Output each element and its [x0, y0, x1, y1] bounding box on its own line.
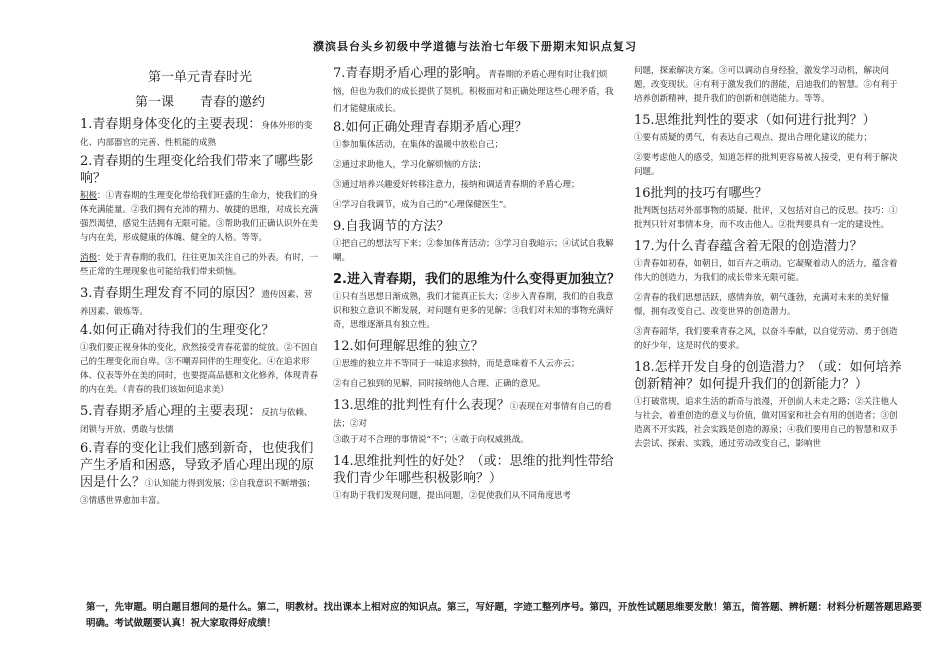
unit-title: 第一单元青春时光 [147, 70, 252, 85]
question-14: 14.思维批判性的好处？（或：思维的批判性带给我们青少年哪些积极影响？） [333, 454, 614, 486]
answer-10: ①只有当思想日渐成熟，我们才能真正长大；②步入青春期，我们的自我意识和独立意识不断发展，对问题有更多的见解；③我们对未知的事物充满好奇，思维逐渐具有独立性。 [333, 292, 614, 330]
column-right [634, 62, 904, 457]
question-16: 16批判的技巧有哪些？ [634, 186, 768, 201]
answer-13: ③敢于对不合理的事情说“不”；④敢于向权威挑战。 [333, 435, 529, 445]
question-17: 17.为什么青春蕴含着无限的创造潜力？ [634, 239, 863, 254]
column-left [80, 62, 320, 510]
question-2: 2.青春期的生理变化给我们带来了哪些影响？ [80, 154, 314, 186]
question-15: 15.思维批判性的要求（如何进行批判？） [634, 113, 876, 128]
answer-2-negative: 消极：处于青春期的我们，往往更加关注自己的外表。有时，一些正常的生理现象也可能给我们带来烦恼。 [80, 253, 319, 277]
answer-16: 批判既包括对外部事物的质疑、批评，又包括对自己的反思。技巧：①批判只针对事情本身，而不攻击他人。②批判要具有一定的建设性。 [634, 206, 898, 230]
question-12: 12.如何理解思维的独立？ [333, 339, 484, 354]
question-3: 3.青春期生理发育不同的原因？遗传因素、营养因素、锻炼等。 [80, 286, 313, 317]
answer-8-2: ②通过求助他人，学习化解烦恼的方法； [333, 160, 487, 170]
question-13: 13.思维的批判性有什么表现？①表现在对事情有自己的看法；②对 [333, 398, 612, 429]
answer-9: ①把自己的想法写下来；②参加体育活动；③学习自我暗示；④试试自我解嘲。 [333, 239, 614, 263]
answer-8-1: ①参加集体活动，在集体的温暖中放松自己； [333, 140, 504, 150]
answer-15-2: ②要考虑他人的感受，知道怎样的批判更容易被人接受，更有利于解决问题。 [634, 153, 898, 177]
question-8: 8.如何正确处理青春期矛盾心理？ [333, 120, 528, 135]
question-4: 4.如何正确对待我们的生理变化？ [80, 323, 275, 338]
exam-tips-footer: 第一，先审题。明白题目想问的是什么。第二，明教材。找出课本上相对应的知识点。第三，写好题，字迹工整列序号。第四，开放性试题思维要发散！第五，简答题、辨析题：材料分析题答题思路要明确。考试做题要认真！祝大家取得好成绩！ [86, 602, 923, 629]
answer-18: ①打破常规，追求生活的新奇与浪漫，开创前人未走之路；②关注他人与社会，着重创造的意义与价值，做对国家和社会有用的创造者；③创造离不开实践，社会实践是创造的源泉；④我们要用自己的智慧和双手去尝试、探索、实践，通过劳动改变自己，影响世 [634, 397, 898, 449]
answer-14: ①有助于我们发现问题，提出问题，②促使我们从不同角度思考 [333, 491, 572, 501]
answer-17-3: ③青春韶华，我们要乘青春之风，以奋斗奉献，以自觉劳动、勇于创造的好少年，这是时代的要求。 [634, 327, 898, 351]
question-6: 6.青春的变化让我们感到新奇，也使我们产生矛盾和困惑，导致矛盾心理出现的原因是什么？①认知能力得到发展；②自我意识不断增强；③情感世界愈加丰富。 [80, 441, 316, 506]
answer-12-2: ②有自己独到的见解，同时接纳他人合理、正确的意见。 [333, 379, 546, 389]
answer-8-3: ③通过培养兴趣爱好转移注意力，接纳和调适青春期的矛盾心理； [333, 180, 580, 190]
lesson-title: 第一课 青春的邀约 [134, 95, 265, 110]
answer-14-continued: 问题，探索解决方案。③可以调动自身经验，激发学习动机，解决问题，改变现状。④有利于激发我们的潜能，启迪我们的智慧。⑤有利于培养创新精神，提升我们的创新和创造能力。等等。 [634, 66, 898, 104]
question-5: 5.青春期矛盾心理的主要表现：反抗与依赖、闭锁与开放、勇敢与怯懦 [80, 404, 313, 435]
answer-12-1: ①思维的独立并不等同于一味追求独特，而是意味着不人云亦云； [333, 359, 580, 369]
answer-8-4: ④学习自我调节，成为自己的“心理保健医生”。 [333, 200, 512, 210]
answer-17-1: ①青春如初春，如朝日，如百卉之萌动。它凝聚着动人的活力，蕴含着伟大的创造力，为我们的成长带来无限可能。 [634, 259, 898, 283]
answer-4: ①我们要正视身体的变化，欣然接受青春花蕾的绽放。②不因自己的生理变化而自卑。③不嘲弄同伴的生理变化。④在追求形体、仪表等外在美的同时，也要提高品德和文化修养，体现青春的内在美。（青春的我们该如何追求美） [80, 343, 319, 395]
answer-17-2: ②青春的我们思想活跃，感情奔放，朝气蓬勃，充满对未来的美好憧憬，拥有改变自己、改变世界的创造潜力。 [634, 293, 890, 317]
question-18: 18.怎样开发自身的创造潜力？（或：如何培养创新精神？如何提升我们的创新能力？） [634, 360, 902, 392]
question-9: 9.自我调节的方法？ [333, 219, 450, 234]
answer-2-positive: 积极：①青春期的生理变化带给我们旺盛的生命力，使我们的身体充满能量。②我们拥有充沛的精力、敏捷的思维，对成长充满强烈渴望，感觉生活拥有无限可能。③帮助我们正确认识外在美与内在美，形成健康的体魄、健全的人格。等等。 [80, 191, 319, 243]
question-1: 1.青春期身体变化的主要表现：身体外形的变化、内部器官的完善、性机能的成熟 [80, 117, 313, 148]
question-7: 7.青春期矛盾心理的影响。青春期的矛盾心理有时让我们烦恼，但也为我们的成长提供了契机。积极面对和正确处理这些心理矛盾，我们才能健康成长。 [333, 66, 614, 114]
page-title: 濮滨县台头乡初级中学道德与法治七年级下册期末知识点复习 [313, 40, 637, 53]
answer-15-1: ①要有质疑的勇气，有表达自己观点、提出合理化建议的能力； [634, 133, 873, 143]
question-10: 2.进入青春期，我们的思维为什么变得更加独立？ [333, 272, 620, 287]
column-middle [333, 62, 620, 509]
